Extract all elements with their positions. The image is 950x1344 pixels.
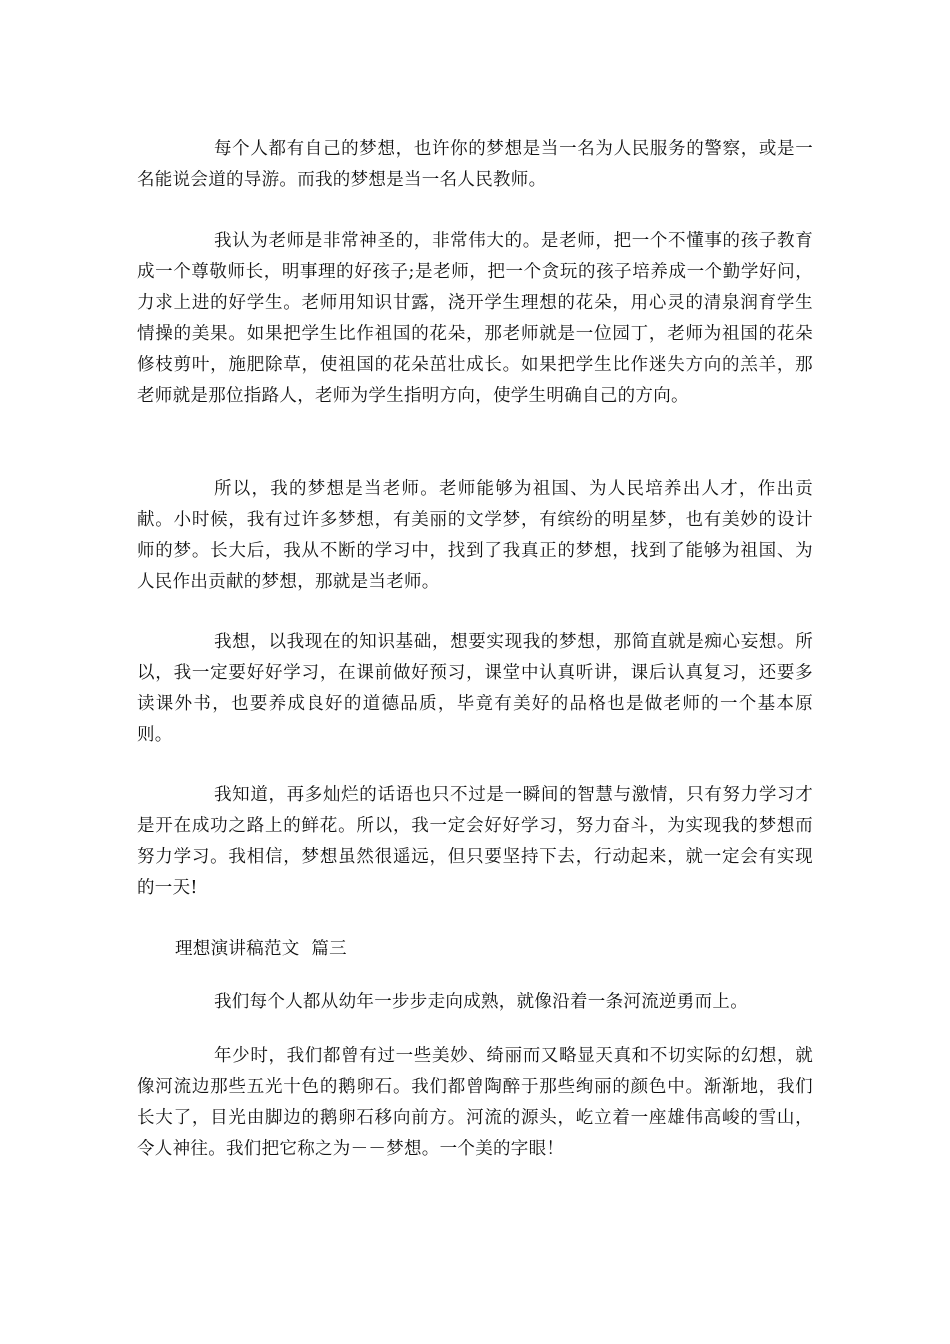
paragraph-2: 我认为老师是非常神圣的，非常伟大的。是老师，把一个不懂事的孩子教育成一个尊敬师长，明事理的好孩子;是老师，把一个贪玩的孩子培养成一个勤学好问，力求上进的好学生。老师用知识甘露，浇开学生理想的花朵，用心灵的清泉润育学生情操的美果。如果把学生比作祖国的花朵，那老师就是一位园丁，老师为祖国的花朵修枝剪叶，施肥除草，使祖国的花朵茁壮成长。如果把学生比作迷失方向的羔羊，那老师就是那位指路人，老师为学生指明方向，使学生明确自己的方向。 (137, 231, 813, 406)
section-paragraph-2: 年少时，我们都曾有过一些美妙、绮丽而又略显天真和不切实际的幻想，就像河流边那些五光十色的鹅卵石。我们都曾陶醉于那些绚丽的颜色中。渐渐地，我们长大了，目光由脚边的鹅卵石移向前方。河流的源头，屹立着一座雄伟高峻的雪山，令人神往。我们把它称之为－－梦想。一个美的字眼！ (137, 1046, 813, 1159)
paragraph-1: 每个人都有自己的梦想，也许你的梦想是当一名为人民服务的警察，或是一名能说会道的导游。而我的梦想是当一名人民教师。 (137, 139, 813, 190)
paragraph-5: 我知道，再多灿烂的话语也只不过是一瞬间的智慧与激情，只有努力学习才是开在成功之路上的鲜花。所以，我一定会好好学习，努力奋斗，为实现我的梦想而努力学习。我相信，梦想虽然很遥远，但只要坚持下去，行动起来，就一定会有实现的一天! (137, 785, 813, 898)
paragraph-4: 我想，以我现在的知识基础，想要实现我的梦想，那简直就是痴心妄想。所以，我一定要好好学习，在课前做好预习，课堂中认真听讲，课后认真复习，还要多读课外书，也要养成良好的道德品质，毕竟有美好的品格也是做老师的一个基本原则。 (137, 632, 813, 745)
paragraph-3: 所以，我的梦想是当老师。老师能够为祖国、为人民培养出人才，作出贡献。小时候，我有过许多梦想，有美丽的文学梦，有缤纷的明星梦，也有美妙的设计师的梦。长大后，我从不断的学习中，找到了我真正的梦想，找到了能够为祖国、为人民作出贡献的梦想，那就是当老师。 (137, 479, 813, 592)
section-paragraph-1: 我们每个人都从幼年一步步走向成熟，就像沿着一条河流逆勇而上。 (214, 992, 748, 1012)
section-heading: 理想演讲稿范文 篇三 (175, 939, 347, 959)
